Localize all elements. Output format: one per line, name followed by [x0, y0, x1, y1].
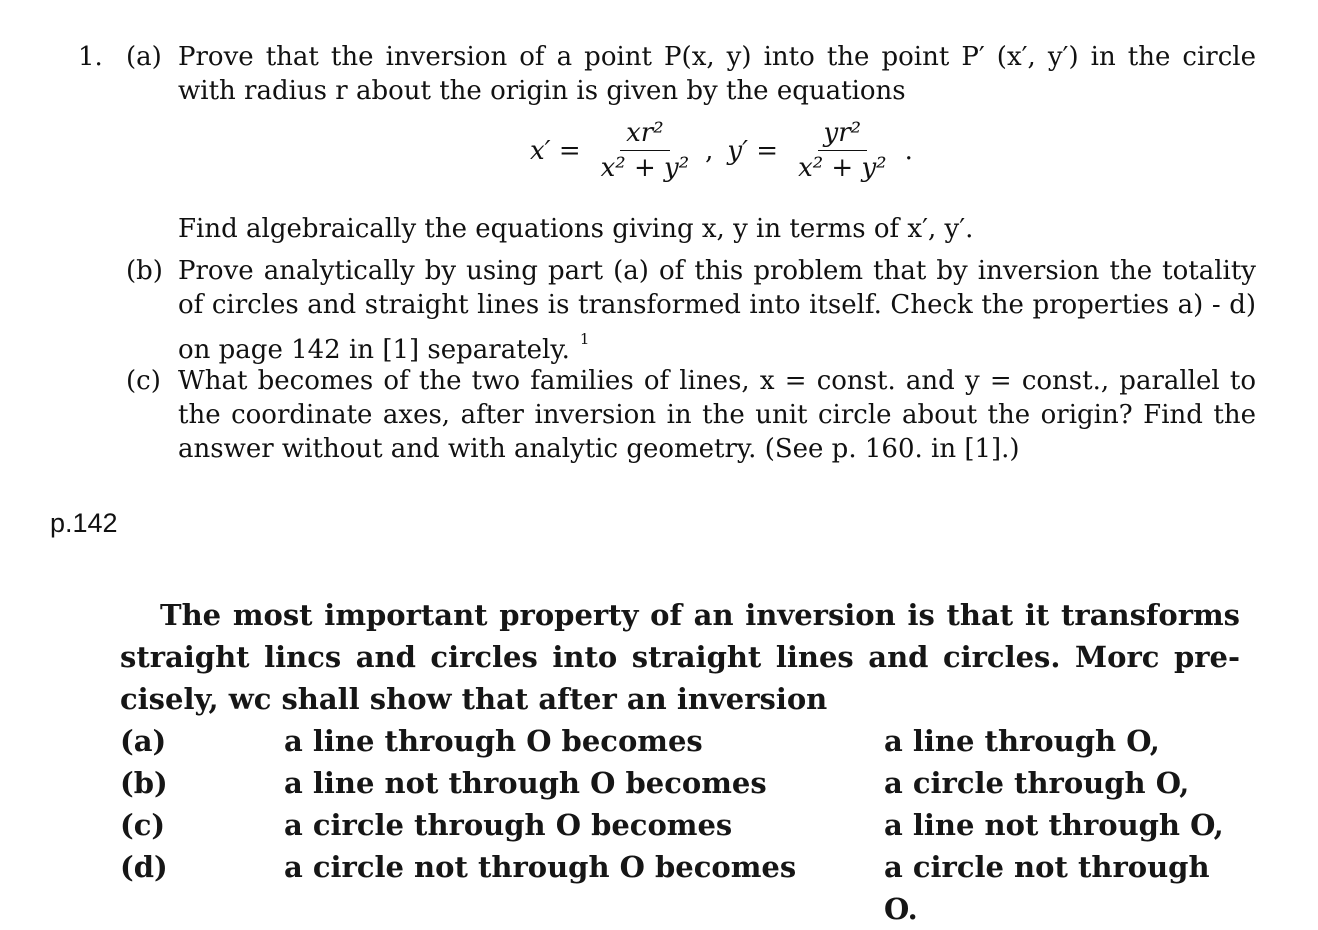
part-a: [126, 40, 1256, 108]
property-row: [120, 846, 1240, 926]
inversion-equations: [530, 118, 919, 183]
x-prime-fraction: [595, 118, 696, 183]
part-a-find-text: Find algebraically the equations giving x, y in terms of x′, y′.: [178, 214, 974, 244]
part-a-text: Prove that the inversion of a point P(x, y) into the point P′ (x′, y′) in the circle with radius r about the origin is given by the equations: [178, 42, 1256, 106]
problem-number: 1.: [78, 42, 103, 72]
part-c-label: (c): [126, 366, 161, 396]
part-a-label: (a): [126, 42, 162, 72]
x-prime-lhs: x′ =: [530, 135, 581, 166]
footnote-mark: 1: [579, 330, 590, 348]
part-c: [126, 364, 1256, 466]
y-prime-numerator: yr²: [818, 118, 868, 151]
property-to: a circle through O,: [884, 766, 1190, 800]
book-excerpt: [120, 594, 1240, 926]
excerpt-paragraph: The most important property of an inversion is that it transforms straight lincs and circles into straight lines and circles. Morc pre-cisely, wc shall show that after an inversion: [120, 598, 1240, 716]
page-reference: p.142: [50, 508, 118, 538]
property-label: (a): [120, 724, 167, 758]
part-b: [126, 254, 1256, 367]
x-prime-numerator: xr²: [620, 118, 670, 151]
property-label: (d): [120, 850, 168, 884]
property-row: [120, 762, 1240, 804]
part-c-text: What becomes of the two families of lines, x = const. and y = const., parallel to the coordinate axes, after inversion in the unit circle about the origin? Find the answer without and with analytic geometry. (See p. 160. in [1].): [178, 366, 1256, 464]
property-from: a line through O becomes: [284, 724, 703, 758]
property-from: a circle through O becomes: [284, 808, 733, 842]
property-row: [120, 804, 1240, 846]
property-to: a circle not through O.: [884, 850, 1210, 926]
part-b-text: Prove analytically by using part (a) of this problem that by inversion the totality of circles and straight lines is transformed into itself. Check the properties a) - d) on page 142 in [1] separately.: [178, 256, 1256, 365]
property-row: [120, 720, 1240, 762]
y-prime-denominator: x² + y²: [798, 153, 887, 183]
property-label: (b): [120, 766, 168, 800]
property-label: (c): [120, 808, 166, 842]
property-table: [120, 720, 1240, 926]
property-to: a line through O,: [884, 724, 1160, 758]
x-prime-denominator: x² + y²: [600, 153, 690, 183]
part-b-body: [178, 254, 1256, 367]
equation-end: .: [904, 135, 913, 166]
property-from: a circle not through O becomes: [284, 850, 797, 884]
property-from: a line not through O becomes: [284, 766, 767, 800]
y-prime-fraction: [792, 118, 893, 183]
property-to: a line not through O,: [884, 808, 1224, 842]
part-b-label: (b): [126, 256, 163, 286]
equation-separator: ,: [705, 135, 714, 166]
y-prime-lhs: y′ =: [727, 135, 779, 166]
